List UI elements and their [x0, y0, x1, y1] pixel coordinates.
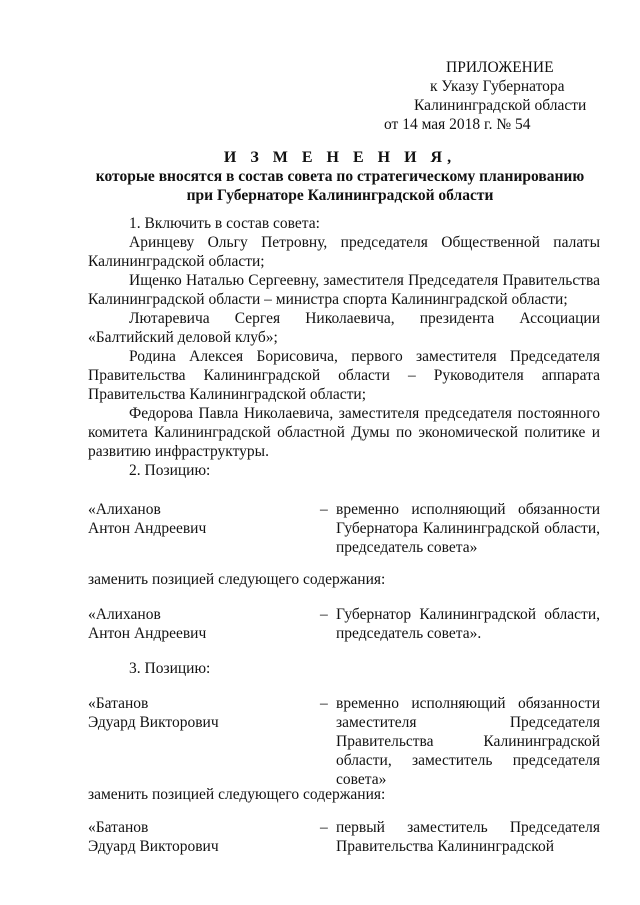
heading-title: И З М Е Н Е Н И Я,: [223, 149, 457, 166]
section-2-replace-text: заменить позицией следующего содержания:: [88, 571, 386, 588]
heading-subtitle-2: при Губернаторе Калининградской области: [186, 187, 494, 204]
given-names: Антон Андреевич: [88, 625, 207, 642]
dash: –: [320, 606, 328, 623]
person-name: [88, 818, 308, 856]
surname: «Алиханов: [88, 501, 161, 518]
position-description: первый заместитель Председателя Правительства Калининградской: [336, 819, 600, 855]
section-3-label: 3. Позицию:: [129, 660, 211, 677]
surname: «Батанов: [88, 819, 149, 836]
given-names: Эдуард Викторович: [88, 838, 219, 855]
given-names: Антон Андреевич: [88, 520, 207, 537]
section-2-new-position: [88, 605, 600, 645]
dash: –: [320, 501, 328, 518]
section-1-label: 1. Включить в состав совета:: [129, 215, 320, 232]
section-1-item: Федорова Павла Николаевича, заместителя председателя постоянного комитета Калининградской областной Думы по экономической политике и развитию инфраструктуры.: [88, 405, 600, 460]
section-1-item: Ищенко Наталью Сергеевну, заместителя Председателя Правительства Калининградской области – министра спорта Калининградской области;: [88, 272, 600, 308]
document-heading: [60, 148, 620, 205]
appendix-header: [384, 58, 600, 134]
surname: «Батанов: [88, 695, 149, 712]
section-1: [88, 214, 600, 480]
dash: –: [320, 819, 328, 836]
heading-subtitle-1: которые вносятся в состав совета по стратегическому планированию: [95, 168, 585, 185]
given-names: Эдуард Викторович: [88, 714, 219, 731]
position-description: временно исполняющий обязанности Губернатора Калининградской области, председатель совета»: [336, 501, 600, 556]
section-1-item: Аринцеву Ольгу Петровну, председателя Общественной палаты Калининградской области;: [88, 234, 600, 270]
person-name: [88, 694, 308, 732]
section-1-item: Лютаревича Сергея Николаевича, президента Ассоциации «Балтийский деловой клуб»;: [88, 310, 600, 346]
section-1-item: Родина Алексея Борисовича, первого заместителя Председателя Правительства Калининградской области – Руководителя аппарата Правительства Калининградской области;: [88, 348, 600, 403]
position-description: временно исполняющий обязанности заместителя Председателя Правительства Калининградской области, заместитель председателя совета»: [336, 695, 600, 788]
person-name: [88, 605, 308, 643]
person-name: [88, 500, 308, 538]
surname: «Алиханов: [88, 606, 161, 623]
section-2-label: 2. Позицию:: [129, 462, 211, 479]
appendix-line-4: от 14 мая 2018 г. № 54: [384, 116, 531, 133]
section-3-new-position: [88, 818, 600, 858]
appendix-line-2: к Указу Губернатора: [430, 78, 565, 95]
appendix-title: ПРИЛОЖЕНИЕ: [446, 59, 554, 76]
section-3-old-position: [88, 694, 600, 788]
section-2-old-position: [88, 500, 600, 560]
section-3-replace-text: заменить позицией следующего содержания:: [88, 786, 386, 803]
appendix-line-3: Калининградской области: [414, 97, 587, 114]
position-description: Губернатор Калининградской области, председатель совета».: [336, 606, 600, 642]
dash: –: [320, 695, 328, 712]
